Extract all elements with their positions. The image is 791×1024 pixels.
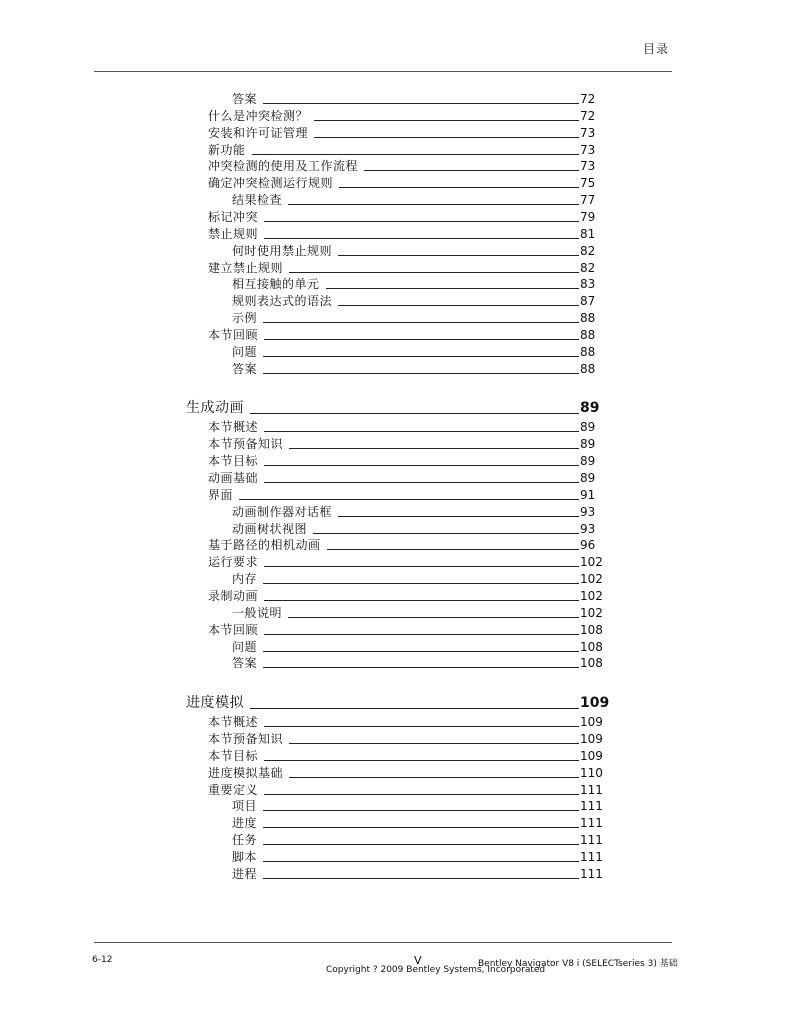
toc-entry-label: 示例 — [232, 311, 258, 326]
toc-entry[interactable] — [208, 536, 606, 552]
toc-entry-label: 任务 — [232, 833, 258, 848]
toc-entry[interactable] — [208, 764, 606, 780]
toc-entry-page-number: 96 — [580, 538, 596, 553]
footer-divider — [94, 942, 672, 943]
toc-entry-page-number: 87 — [580, 294, 596, 309]
toc-entry-label: 标记冲突 — [208, 209, 259, 224]
toc-entry-page-number: 88 — [580, 361, 596, 376]
toc-leader-line — [314, 120, 579, 121]
toc-entry-page-number: 89 — [580, 471, 596, 485]
toc-entry-page-number: 102 — [580, 588, 603, 603]
toc-entry-label: 禁止规则 — [208, 226, 259, 241]
toc-leader-line — [250, 708, 579, 709]
toc-leader-line — [364, 170, 579, 171]
toc-entry-page-number: 110 — [580, 765, 603, 780]
toc-entry-page-number: 109 — [580, 748, 603, 763]
toc-entry[interactable] — [232, 90, 606, 106]
toc-entry-label: 本节回顾 — [208, 327, 259, 342]
toc-entry-page-number: 102 — [580, 572, 603, 587]
toc-entry-label: 录制动画 — [208, 588, 259, 603]
toc-entry-page-number: 111 — [580, 782, 603, 797]
toc-entry[interactable] — [232, 814, 606, 830]
toc-entry-page-number: 88 — [580, 327, 596, 342]
toc-leader-line — [289, 448, 579, 449]
toc-leader-line — [289, 272, 579, 273]
toc-entry-label: 规则表达式的语法 — [232, 294, 333, 309]
toc-entry[interactable] — [232, 848, 606, 864]
toc-entry[interactable] — [208, 713, 606, 729]
footer-copyright: Copyright ? 2009 Bentley Systems, Incorporated — [326, 965, 546, 975]
toc-entry[interactable] — [232, 191, 606, 207]
toc-leader-line — [314, 137, 579, 138]
page-header-title: 目录 — [642, 42, 669, 56]
toc-entry-label: 什么是冲突检测？ — [208, 108, 309, 123]
toc-entry[interactable] — [208, 259, 606, 275]
toc-leader-line — [289, 777, 579, 778]
toc-leader-line — [264, 482, 579, 483]
toc-entry-page-number: 75 — [580, 176, 596, 191]
toc-leader-line — [339, 187, 579, 188]
toc-entry-page-number: 109 — [580, 715, 603, 730]
toc-entry-page-number: 108 — [580, 622, 603, 637]
toc-entry[interactable] — [232, 309, 606, 325]
footer-roman-numeral: V — [414, 954, 422, 967]
toc-entry[interactable] — [208, 326, 606, 342]
toc-entry-page-number: 79 — [580, 209, 596, 224]
toc-entry[interactable] — [232, 292, 606, 308]
toc-entry[interactable] — [232, 360, 606, 376]
toc-entry-page-number: 89 — [580, 437, 596, 452]
toc-entry[interactable] — [232, 275, 606, 291]
toc-entry[interactable] — [208, 107, 606, 123]
toc-leader-line — [263, 861, 579, 862]
toc-entry-page-number: 91 — [580, 487, 596, 502]
toc-entry[interactable] — [232, 520, 606, 536]
toc-entry-page-number: 89 — [580, 420, 596, 435]
toc-entry[interactable] — [232, 638, 606, 654]
toc-entry[interactable] — [208, 469, 606, 485]
toc-entry[interactable] — [208, 781, 606, 797]
toc-entry-page-number: 111 — [580, 850, 603, 864]
toc-entry-page-number: 102 — [580, 605, 603, 620]
toc-entry-label: 进度模拟 — [186, 695, 244, 712]
toc-leader-line — [289, 743, 579, 744]
footer-page-number: 6-12 — [92, 955, 113, 965]
toc-leader-line — [264, 221, 579, 222]
toc-leader-line — [263, 373, 579, 374]
toc-entry-label: 相互接触的单元 — [232, 277, 320, 292]
toc-entry-label: 问题 — [232, 344, 258, 359]
toc-entry-page-number: 72 — [580, 108, 596, 123]
toc-leader-line — [264, 465, 579, 466]
toc-leader-line — [264, 760, 579, 761]
toc-entry[interactable] — [208, 141, 606, 157]
toc-entry-page-number: 73 — [580, 159, 596, 174]
toc-entry[interactable] — [208, 225, 606, 241]
toc-entry-label: 问题 — [232, 639, 258, 654]
toc-leader-line — [326, 288, 579, 289]
toc-entry-label: 建立禁止规则 — [208, 260, 284, 275]
toc-entry[interactable] — [208, 208, 606, 224]
toc-entry-page-number: 111 — [580, 816, 603, 831]
toc-entry-page-number: 77 — [580, 193, 596, 208]
toc-entry-label: 动画制作器对话框 — [232, 504, 333, 519]
toc-entry[interactable] — [232, 343, 606, 359]
toc-entry[interactable] — [208, 730, 606, 746]
toc-entry-label: 进程 — [232, 866, 258, 881]
toc-leader-line — [239, 499, 579, 500]
toc-entry-page-number: 111 — [580, 866, 603, 881]
toc-entry-label: 进度模拟基础 — [208, 765, 284, 780]
toc-entry[interactable] — [232, 654, 606, 670]
toc-entry[interactable] — [208, 747, 606, 763]
toc-entry[interactable] — [208, 452, 606, 468]
toc-entry-label: 答案 — [232, 656, 258, 671]
toc-entry-page-number: 82 — [580, 243, 596, 258]
toc-entry[interactable] — [208, 621, 606, 637]
toc-entry-label: 何时使用禁止规则 — [232, 243, 333, 258]
toc-entry[interactable] — [208, 124, 606, 140]
toc-leader-line — [252, 154, 579, 155]
toc-leader-line — [338, 255, 579, 256]
toc-entry-page-number: 88 — [580, 311, 596, 326]
toc-entry-page-number: 93 — [580, 521, 596, 536]
toc-entry[interactable] — [208, 435, 606, 451]
toc-entry[interactable] — [232, 865, 606, 881]
toc-leader-line — [263, 667, 579, 668]
toc-entry-page-number: 83 — [580, 277, 596, 292]
toc-leader-line — [288, 617, 579, 618]
toc-entry-page-number: 109 — [580, 732, 603, 747]
toc-leader-line — [264, 339, 579, 340]
toc-entry-page-number: 73 — [580, 142, 596, 157]
toc-leader-line — [263, 651, 579, 652]
toc-leader-line — [264, 726, 579, 727]
toc-entry-page-number: 108 — [580, 639, 603, 654]
toc-entry-page-number: 111 — [580, 833, 603, 848]
toc-entry-label: 答案 — [232, 361, 258, 376]
toc-leader-line — [264, 238, 579, 239]
toc-entry-label: 本节预备知识 — [208, 732, 284, 747]
toc-leader-line — [263, 322, 579, 323]
toc-entry-label: 脚本 — [232, 850, 258, 864]
toc-leader-line — [263, 810, 579, 811]
toc-entry-page-number: 93 — [580, 504, 596, 519]
toc-entry[interactable] — [232, 604, 606, 620]
toc-entry-page-number: 72 — [580, 92, 596, 106]
toc-entry[interactable] — [208, 587, 606, 603]
toc-leader-line — [264, 600, 579, 601]
toc-entry[interactable] — [208, 418, 606, 434]
toc-entry[interactable] — [232, 797, 606, 813]
toc-leader-line — [264, 634, 579, 635]
toc-leader-line — [263, 844, 579, 845]
toc-entry-label: 进度 — [232, 816, 258, 831]
toc-entry-label: 动画基础 — [208, 471, 259, 485]
toc-entry-label: 内存 — [232, 572, 258, 587]
toc-entry-label: 运行要求 — [208, 555, 259, 570]
toc-entry-label: 本节目标 — [208, 454, 259, 469]
toc-entry-label: 本节概述 — [208, 715, 259, 730]
toc-entry-page-number: 89 — [580, 400, 600, 417]
toc-leader-line — [263, 356, 579, 357]
toc-entry-label: 本节预备知识 — [208, 437, 284, 452]
toc-leader-line — [264, 431, 579, 432]
toc-entry[interactable] — [208, 553, 606, 569]
toc-entry-label: 重要定义 — [208, 782, 259, 797]
toc-leader-line — [264, 566, 579, 567]
footer-product-title: Bentley Navigator V8 i (SELECTseries 3) 基础 — [478, 959, 678, 969]
toc-chapter-entry[interactable] — [186, 693, 610, 712]
toc-entry[interactable] — [232, 503, 606, 519]
toc-entry[interactable] — [232, 831, 606, 847]
toc-entry-label: 本节目标 — [208, 748, 259, 763]
toc-entry-label: 结果检查 — [232, 193, 283, 208]
toc-chapter-entry[interactable] — [186, 398, 606, 416]
toc-leader-line — [250, 413, 579, 414]
toc-entry-label: 安装和许可证管理 — [208, 125, 309, 140]
toc-leader-line — [327, 549, 579, 550]
toc-entry-page-number: 82 — [580, 260, 596, 275]
toc-leader-line — [263, 878, 579, 879]
toc-entry-page-number: 73 — [580, 125, 596, 140]
header-divider — [94, 71, 672, 72]
toc-entry-label: 项目 — [232, 799, 258, 814]
toc-entry[interactable] — [208, 174, 606, 190]
toc-entry-page-number: 89 — [580, 454, 596, 469]
toc-entry-page-number: 111 — [580, 799, 603, 814]
toc-entry-label: 冲突检测的使用及工作流程 — [208, 159, 359, 174]
toc-entry[interactable] — [208, 486, 606, 502]
toc-entry-label: 界面 — [208, 487, 234, 502]
toc-entry[interactable] — [232, 242, 606, 258]
toc-leader-line — [264, 794, 579, 795]
toc-entry-label: 动画树状视图 — [232, 521, 308, 536]
toc-entry-label: 答案 — [232, 92, 258, 106]
toc-leader-line — [263, 583, 579, 584]
toc-entry-label: 新功能 — [208, 142, 246, 157]
toc-entry-label: 生成动画 — [186, 400, 244, 417]
toc-entry-label: 本节概述 — [208, 420, 259, 435]
toc-entry-page-number: 109 — [580, 695, 610, 712]
toc-entry-page-number: 102 — [580, 555, 603, 570]
toc-entry[interactable] — [208, 157, 606, 173]
toc-entry-page-number: 81 — [580, 226, 596, 241]
toc-entry-page-number: 88 — [580, 344, 596, 359]
toc-leader-line — [338, 305, 579, 306]
toc-leader-line — [263, 103, 579, 104]
toc-leader-line — [288, 204, 579, 205]
toc-leader-line — [313, 533, 579, 534]
toc-entry-label: 一般说明 — [232, 605, 283, 620]
toc-entry-page-number: 108 — [580, 656, 603, 671]
toc-entry[interactable] — [232, 570, 606, 586]
toc-leader-line — [263, 827, 579, 828]
toc-leader-line — [338, 516, 579, 517]
toc-entry-label: 基于路径的相机动画 — [208, 538, 321, 553]
toc-entry-label: 本节回顾 — [208, 622, 259, 637]
toc-entry-label: 确定冲突检测运行规则 — [208, 176, 334, 191]
